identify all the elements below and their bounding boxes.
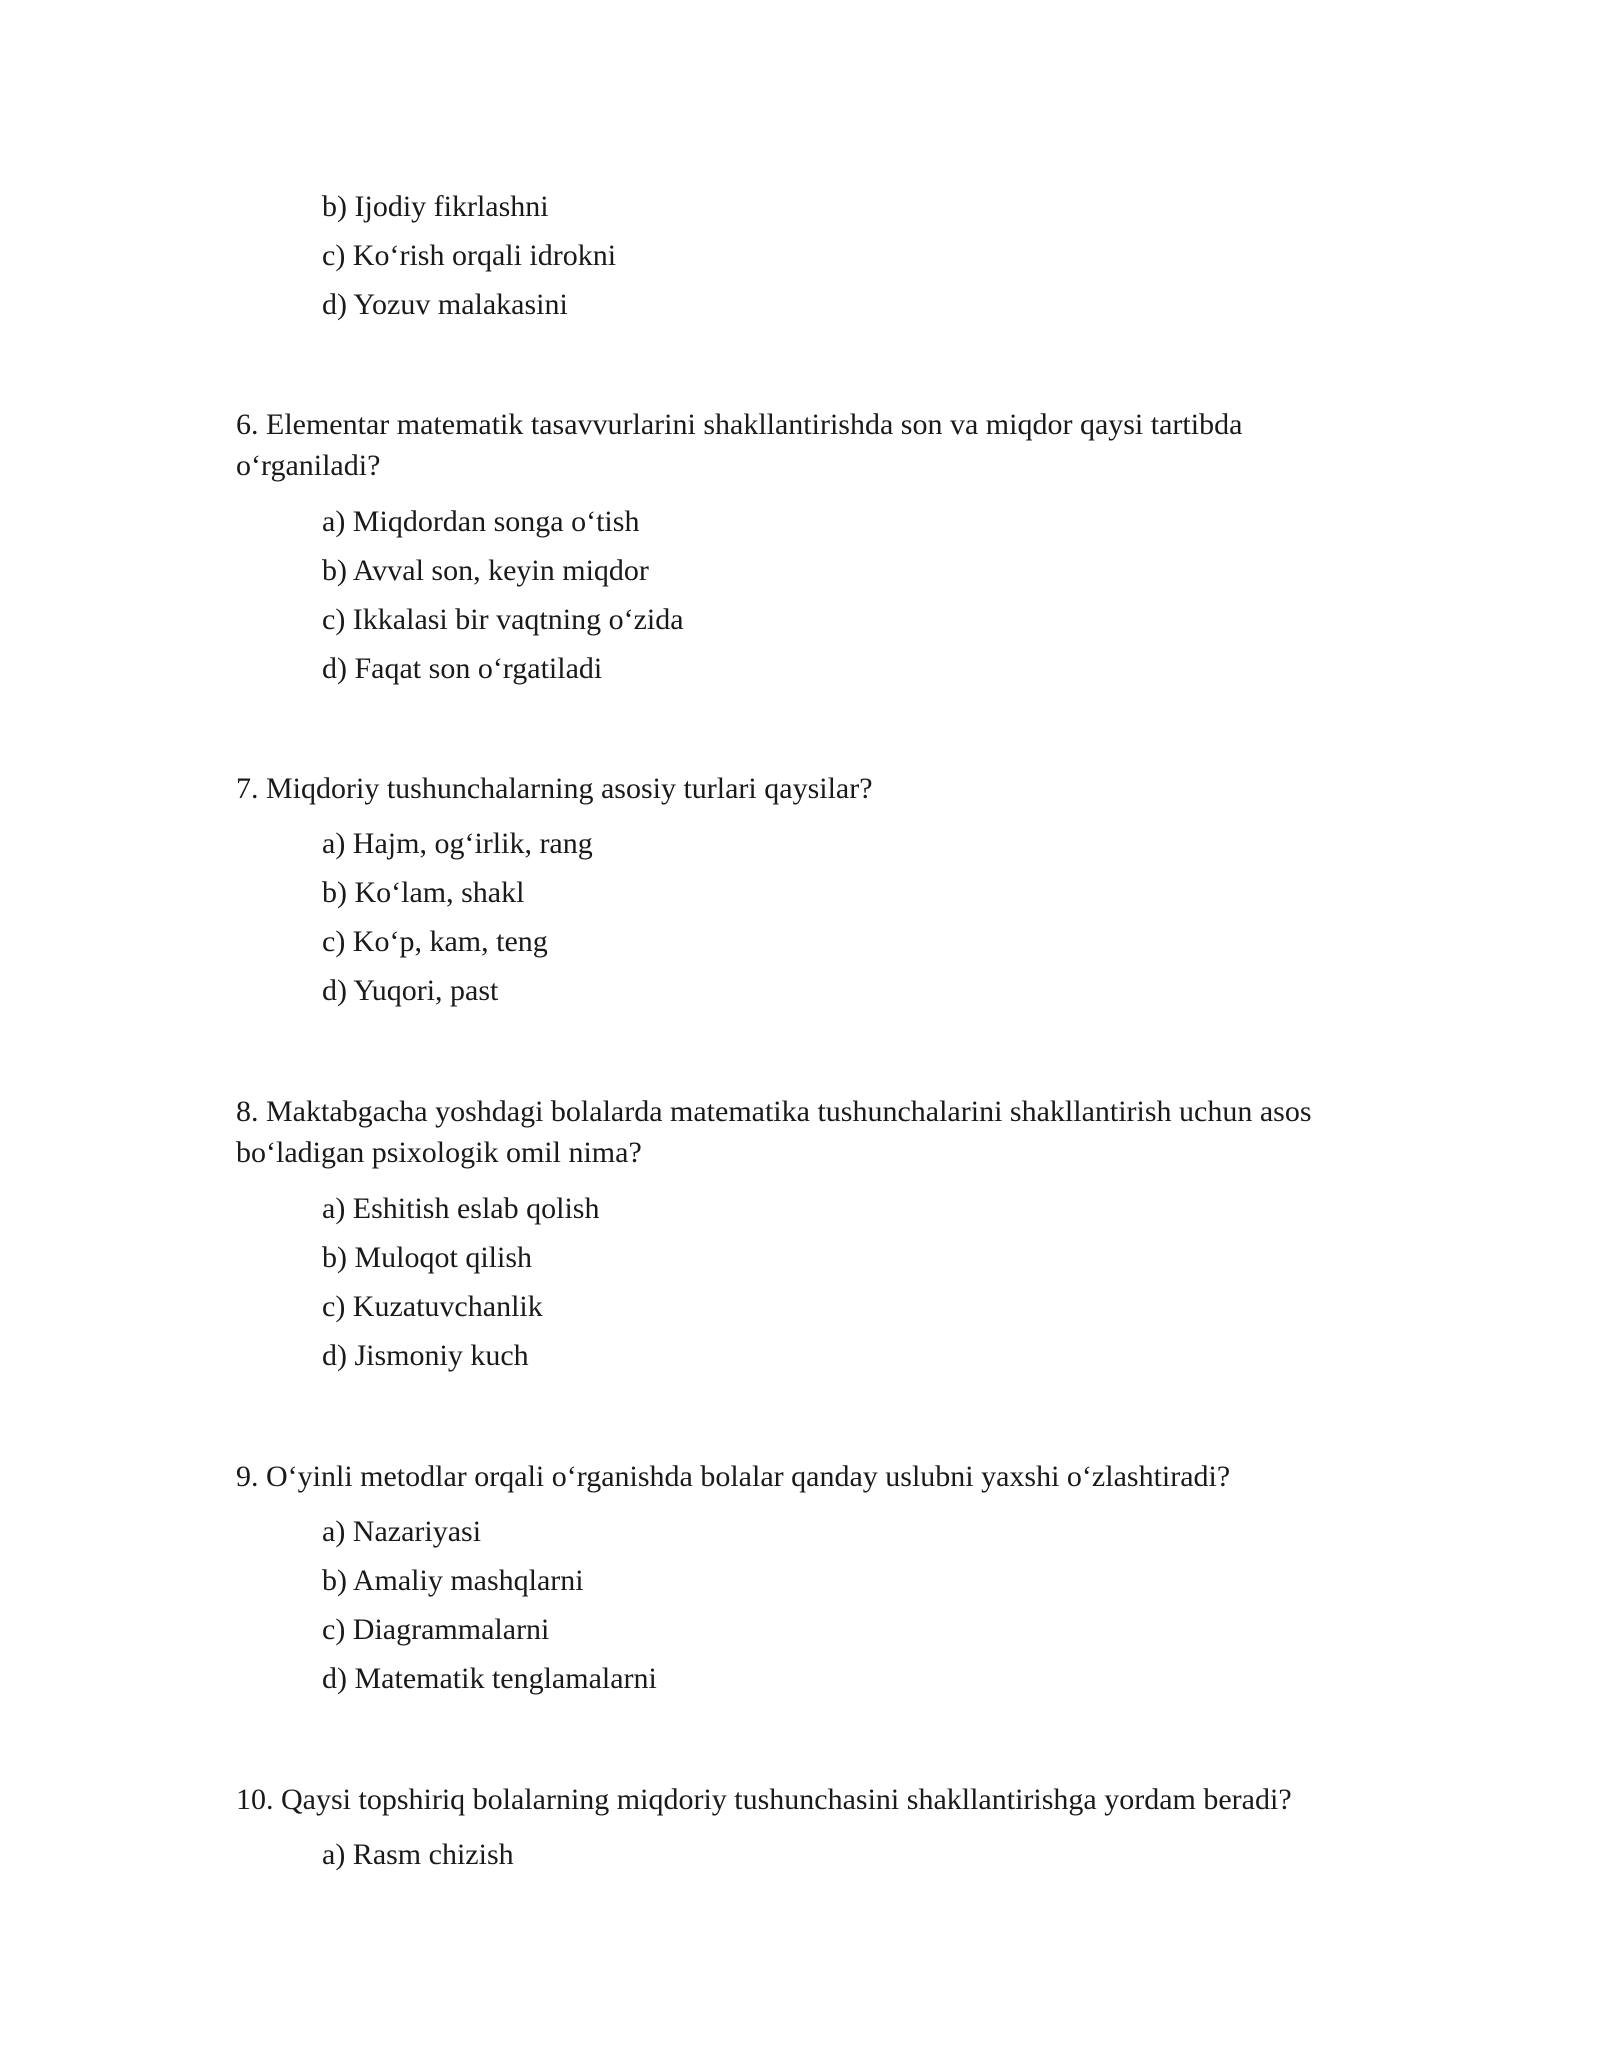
answer-option: d) Yuqori, past bbox=[322, 974, 499, 1007]
answer-option: a) Miqdordan songa o‘tish bbox=[322, 505, 640, 538]
question-text: 6. Elementar matematik tasavvurlarini shakllantirishda son va miqdor qaysi tartibda o‘rganiladi? bbox=[236, 408, 1243, 482]
answer-option: c) Diagrammalarni bbox=[322, 1613, 550, 1646]
answer-option: d) Faqat son o‘rgatiladi bbox=[322, 652, 603, 685]
answer-option: b) Muloqot qilish bbox=[322, 1241, 533, 1274]
question-text: 9. O‘yinli metodlar orqali o‘rganishda bolalar qanday uslubni yaxshi o‘zlashtiradi? bbox=[236, 1460, 1231, 1493]
question-text: 8. Maktabgacha yoshdagi bolalarda matematika tushunchalarini shakllantirish uchun asos bo‘ladigan psixologik omil nima? bbox=[236, 1095, 1312, 1169]
answer-option: b) Ijodiy fikrlashni bbox=[322, 190, 549, 223]
answer-option: a) Eshitish eslab qolish bbox=[322, 1192, 600, 1225]
answer-option: d) Yozuv malakasini bbox=[322, 288, 568, 321]
answer-option: c) Ikkalasi bir vaqtning o‘zida bbox=[322, 603, 684, 636]
question-text: 10. Qaysi topshiriq bolalarning miqdoriy tushunchasini shakllantirishga yordam beradi? bbox=[236, 1783, 1292, 1816]
answer-option: b) Amaliy mashqlarni bbox=[322, 1564, 584, 1597]
answer-option: c) Kuzatuvchanlik bbox=[322, 1290, 543, 1323]
answer-option: c) Ko‘p, kam, teng bbox=[322, 925, 548, 958]
answer-option: c) Ko‘rish orqali idrokni bbox=[322, 239, 617, 272]
answer-option: a) Hajm, og‘irlik, rang bbox=[322, 827, 593, 860]
answer-option: a) Rasm chizish bbox=[322, 1838, 514, 1871]
answer-option: d) Jismoniy kuch bbox=[322, 1339, 529, 1372]
answer-option: a) Nazariyasi bbox=[322, 1515, 482, 1548]
answer-option: b) Avval son, keyin miqdor bbox=[322, 554, 649, 587]
answer-option: d) Matematik tenglamalarni bbox=[322, 1662, 657, 1695]
answer-option: b) Ko‘lam, shakl bbox=[322, 876, 525, 909]
question-text: 7. Miqdoriy tushunchalarning asosiy turlari qaysilar? bbox=[236, 772, 873, 805]
